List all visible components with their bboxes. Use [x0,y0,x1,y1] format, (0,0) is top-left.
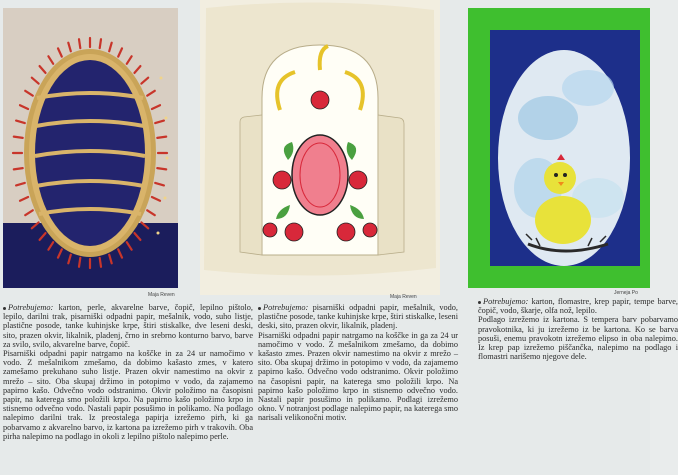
col3-lead: Potrebujemo: [483,297,529,306]
striped-egg-artwork [3,8,178,288]
col1-caption: Maja Reven [148,292,175,298]
col2-lead: Potrebujemo: [263,303,309,312]
col3-body: Podlago izrežemo iz kartona. S tempera barv pobarvamo pravokotnika, ki ju izrežemo iz be kartona. Ko se barva posuši, enemu pravokotn izrežemo elipso in oba nalepimo. Iz krep pap izrežemo piščančka, nalepimo na podlago i flomastri narišemo njegove dele. [478,315,678,362]
col1-body: Pisarniški odpadni papir natrgamo na koščke in za 24 ur namočimo v vodo. Z mešalnikom zmešamo, da dobimo kašasto zmes, v katero zamešamo prekuhano suho listje. Prazen okvir namestimo na okvir z mrežo – sito. Oba skupaj držimo in potopimo v vodo, da zajamemo papirno kašo. Odvečno vodo odstranimo. Okvir položimo na časopisni papir, na katerega smo položili krpo. Na papirno kašo položimo krpo in stisnemo odvečno vodo. Nastali papir posušimo in polikamo. Na podlago nalepimo darilni trak. Iz preostalega papirja izrežemo pirh, ki ga pobarvamo z akvarelno barvo, iz kartona pa izrežemo pirh v trakovih. Oba pirha nalepimo na podlago in okoli z lepilno pištolo nalepimo perle. [3,349,253,441]
fringe-ray [157,168,166,169]
fringe-ray [79,258,80,267]
flower-window-artwork [200,0,440,295]
fringe-ray [14,168,23,169]
col3-caption: Jerneja Po [614,290,638,296]
col2-caption: Maja Reven [390,294,417,300]
col1-text [3,303,253,441]
fringe-ray [157,137,166,138]
bullet-icon [478,301,481,304]
fringe-ray [100,39,101,48]
fringe-ray [100,258,101,267]
col2-materials: pisarniški odpadni papir, mešalnik, vodo, plastične posode, tanke kuhinjske krpe, štiri stiskalke, leseni deski, sito, prazen okvir, likalnik, pladenj. [258,303,459,331]
fringe-ray [14,137,23,138]
col3-materials: karton, flomastre, krep papir, tempe barve, čopič, vodo, škarje, olfa nož, lepilo. [478,297,678,316]
col2-body: Pisarniški odpadni papir natrgamo na koščke in ga za 24 ur namočimo v vodo. Z mešalnikom zmešamo, da dobimo kašasto zmes. Prazen okvir namestimo na okvir z mrežo – sito. Oba skupaj držimo in potopimo v vodo, da zajamemo papirno kašo. Odvečno vodo odstranimo. Okvir položimo na časopisni papir, na katerega smo položili krpo. Na papirno kašo položimo krpo in stisnemo odvečno vodo. Nastali papir posušimo in polikamo. Podlagi izrežemo okno. V notranjost podlage nalepimo papir, na katerega smo narisali velikonočni motiv. [258,330,458,423]
bullet-icon [258,307,261,310]
bullet-icon [3,307,6,310]
col1-lead: Potrebujemo: [8,303,54,312]
col3-text [478,297,678,361]
chick-egg-artwork [468,8,650,288]
col2-text [258,303,458,423]
fringe-ray [79,39,80,48]
col1-materials: karton, perle, akvarelne barve, čopič, lepilno pištolo, lepilo, darilni trak, pisarniški odpadni papir, mešalnik, vodo, suho listje, plastične posode, tanke kuhinjske krpe, štiri stiskalke, dve leseni deski, sito, prazen okvir, likalnik, pladenj, črno in srebrno konturno barvo, barve za svilo, svilo, akvarelne barve, čopič. [3,303,253,349]
